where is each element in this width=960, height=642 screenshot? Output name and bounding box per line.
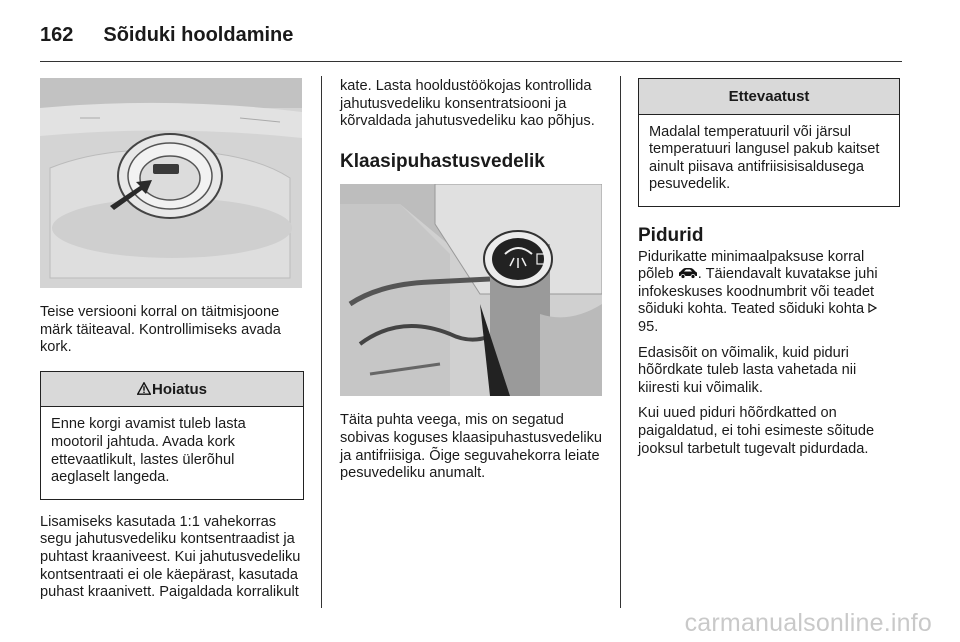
- paragraph: Kui uued piduri hõõrdkatted on paigaldatud, ei tohi esimeste sõitude jooksul tarbetult tugevalt pidurdada.: [638, 405, 875, 457]
- paragraph: Lisamiseks kasutada 1:1 vahekorras segu jahutusvedeliku kontsentraadist ja puhtast kraaniveest. Kui jahutusvedeliku kontsentraati ei ole käepärast, kasutada puhast kraanivett. Paigaldada korralikult: [40, 513, 301, 601]
- washer-fluid-figure: [340, 184, 602, 396]
- caution-box-body: Madalal temperatuuril või järsul temperatuuri langusel pakub kaitset ainult piisava antifriisisisaldusega pesuvedelik.: [649, 123, 880, 193]
- caution-box: [638, 78, 900, 207]
- paragraph: Teise versiooni korral on täitmisjoone märk täiteaval. Kontrollimiseks avada kork.: [40, 304, 281, 356]
- warning-triangle-icon: [137, 382, 151, 395]
- car-service-icon: [678, 267, 698, 279]
- section-heading: Klaasipuhastusvedelik: [340, 150, 545, 172]
- column-divider-1: [321, 76, 322, 608]
- paragraph: Edasisõit on võimalik, kuid piduri hõõrdkate tuleb lasta vahetada nii kiiresti kui võimalik.: [638, 344, 857, 396]
- page-header: [40, 18, 293, 52]
- warning-box-body: Enne korgi avamist tuleb lasta mootoril jahtuda. Avada kork ettevaatlikult, lastes ülerõhul aeglaselt langeda.: [51, 416, 246, 486]
- coolant-reservoir-cap-photo: [40, 78, 302, 288]
- column-2: [340, 78, 604, 491]
- warning-box: [40, 371, 304, 500]
- paragraph: Täita puhta veega, mis on segatud sobivas koguses klaasipuhastusvedeliku ja antifriisiga. Õige seguvahekorra leiate pesuvedeliku anumalt.: [340, 412, 603, 482]
- page-reference-arrow-icon: [868, 303, 877, 313]
- column-3: [638, 78, 900, 466]
- coolant-reservoir-figure: [40, 78, 302, 288]
- paragraph: kate. Lasta hooldustöökojas kontrollida jahutusvedeliku konsentratsiooni ja kõrvaldada jahutusvedeliku kao põhjus.: [340, 78, 595, 130]
- paragraph: Pidurikatte minimaalpaksuse korral põleb . Täiendavalt kuvatakse juhi infokeskuses koodnumbrit või teadet sõiduki kohta. Teated sõiduki kohta 95.: [638, 248, 878, 335]
- watermark: carmanualsonline.info: [684, 609, 932, 637]
- column-1: [40, 78, 304, 610]
- warning-box-title: Hoiatus: [41, 372, 303, 408]
- caution-box-title: Ettevaatust: [639, 79, 899, 115]
- column-divider-2: [620, 76, 621, 608]
- header-divider: [40, 61, 902, 62]
- page-number: 162: [40, 23, 74, 46]
- washer-fluid-reservoir-photo: [340, 184, 602, 396]
- chapter-title: Sõiduki hooldamine: [103, 23, 294, 46]
- section-heading: Pidurid: [638, 224, 704, 246]
